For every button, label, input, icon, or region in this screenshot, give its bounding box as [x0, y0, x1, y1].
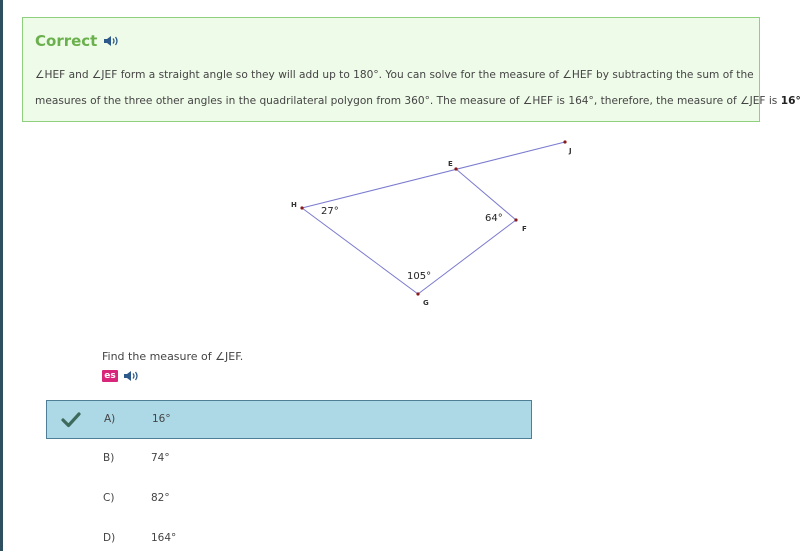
feedback-explanation-line2	[35, 95, 801, 107]
label-f: F	[522, 225, 527, 233]
feedback-explanation-line1: ∠HEF and ∠JEF form a straight angle so they will add up to 180°. You can solve for the measure of ∠HEF by subtracting the sum of the	[35, 69, 754, 81]
choice-value: 16°	[152, 413, 171, 425]
point-h	[300, 206, 303, 209]
choice-letter: C)	[103, 492, 115, 504]
line-hj	[302, 142, 565, 208]
question-text: Find the measure of ∠JEF.	[102, 350, 244, 363]
point-g	[416, 292, 419, 295]
angle-label-f: 64°	[485, 213, 503, 224]
quadrilateral-figure	[285, 136, 595, 311]
choice-letter: D)	[103, 532, 116, 544]
answer-choice-a[interactable]	[46, 400, 532, 439]
segment-gh	[302, 208, 418, 294]
point-f	[514, 218, 517, 221]
answer-choice-d[interactable]	[46, 519, 532, 558]
choice-value: 82°	[151, 492, 170, 504]
feedback-answer: 16°	[780, 95, 801, 107]
left-edge-bar	[0, 0, 3, 551]
angle-label-h: 27°	[321, 206, 339, 217]
label-g: G	[423, 299, 429, 307]
speaker-icon[interactable]	[103, 34, 121, 48]
angle-label-g: 105°	[407, 271, 432, 282]
question-tools	[102, 369, 141, 383]
spanish-translation-button[interactable]: es	[102, 370, 118, 382]
label-h: H	[291, 201, 297, 209]
feedback-line2-text: measures of the three other angles in the quadrilateral polygon from 360°. The measure of ∠HEF is 164°, therefore, the measure of ∠JEF is	[35, 95, 781, 107]
answer-choice-b[interactable]	[46, 439, 532, 478]
feedback-title-text: Correct	[35, 32, 98, 50]
answer-choice-c[interactable]	[46, 479, 532, 518]
choice-letter: B)	[103, 452, 115, 464]
checkmark-icon	[61, 411, 81, 429]
feedback-panel	[22, 17, 801, 122]
speaker-icon[interactable]	[123, 369, 141, 383]
choice-value: 164°	[151, 532, 177, 544]
label-e: E	[448, 160, 453, 168]
segment-fg	[418, 220, 516, 294]
point-j	[563, 140, 566, 143]
choice-value: 74°	[151, 452, 170, 464]
point-e	[454, 167, 457, 170]
feedback-title	[35, 32, 121, 50]
choice-letter: A)	[104, 413, 116, 425]
label-j: J	[569, 147, 572, 155]
